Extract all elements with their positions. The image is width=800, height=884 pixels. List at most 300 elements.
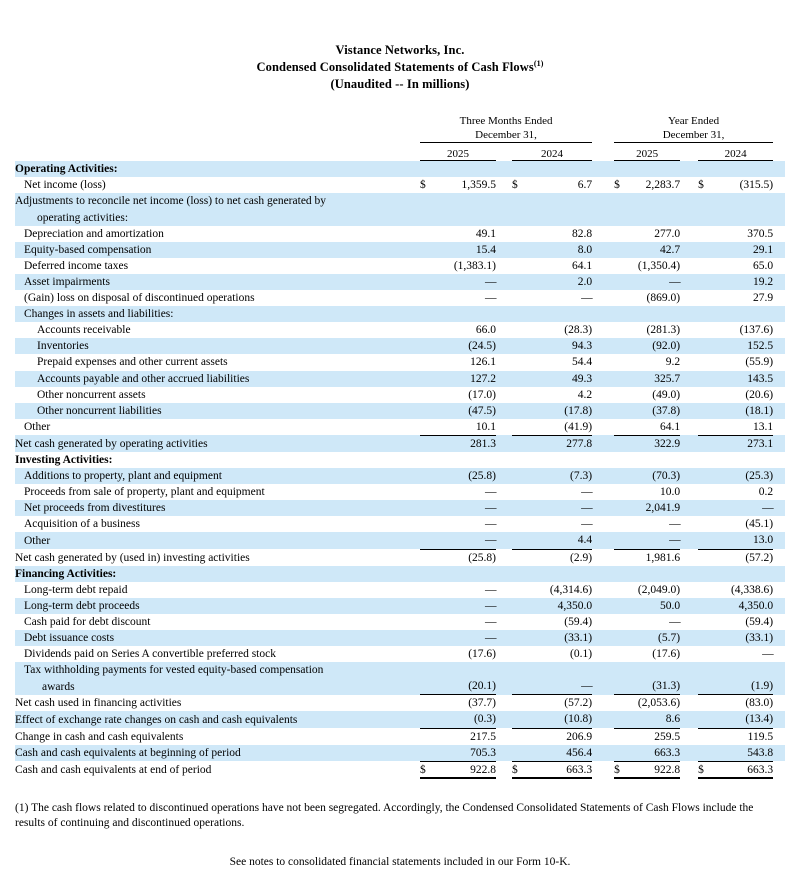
column-gap (592, 662, 614, 678)
header-group-row (15, 115, 785, 143)
value-cell: 9.2 (665, 356, 681, 369)
cash-flow-table (15, 115, 785, 779)
currency-symbol-cell-2 (614, 242, 628, 258)
column-gap (592, 274, 614, 290)
currency-symbol-cell-3 (698, 435, 712, 452)
header-year-ended (614, 115, 773, 143)
value-cell (526, 662, 592, 678)
currency-symbol-cell-2 (614, 711, 628, 728)
column-gap (592, 226, 614, 242)
currency-symbol-cell-3 (698, 484, 712, 500)
value-cell: 152.5 (747, 340, 774, 353)
value-cell (628, 193, 680, 209)
row-tail-pad (773, 177, 785, 193)
value-cell: — (485, 518, 496, 531)
table-row (15, 549, 785, 566)
row-label: Net cash generated by operating activities (15, 437, 208, 450)
column-gap (680, 338, 698, 354)
currency-symbol-cell-0 (420, 468, 434, 484)
currency-symbol-cell-0 (420, 532, 434, 549)
value-cell: (45.1) (745, 518, 774, 531)
row-label: Changes in assets and liabilities: (24, 308, 174, 321)
column-gap (680, 177, 698, 193)
value-cell: 217.5 (470, 730, 496, 743)
table-row (15, 484, 785, 500)
row-tail-pad (773, 338, 785, 354)
value-cell: 42.7 (659, 243, 681, 256)
table-row (15, 419, 785, 436)
value-cell: 1,981.6 (645, 551, 681, 564)
column-gap (680, 646, 698, 662)
currency-symbol-cell-0 (420, 484, 434, 500)
value-cell: (25.8) (468, 551, 496, 564)
table-row (15, 614, 785, 630)
value-cell: 277.8 (566, 437, 593, 450)
table-row (15, 745, 785, 762)
column-gap (592, 678, 614, 695)
footnote-1: (1) The cash flows related to discontinued operations have not been segregated. Accordingly, the Condensed Consolidated Statements of Cash Flows include the results of continuing and discontinued operations. (15, 801, 754, 830)
value-cell: (20.6) (745, 388, 774, 401)
value-cell: (1,383.1) (453, 259, 496, 272)
table-row (15, 403, 785, 419)
table-row (15, 193, 785, 209)
column-gap (680, 354, 698, 370)
currency-symbol-cell-0 (420, 290, 434, 306)
currency-symbol-cell-3 (698, 646, 712, 662)
value-cell: (17.0) (468, 388, 496, 401)
currency-symbol-cell-1 (512, 435, 526, 452)
value-cell: 543.8 (712, 745, 773, 762)
table-row (15, 371, 785, 387)
column-gap (680, 711, 698, 728)
column-gap (680, 582, 698, 598)
currency-symbol-cell-1 (512, 290, 526, 306)
column-gap (592, 500, 614, 516)
currency-symbol-cell-1 (512, 630, 526, 646)
document-title-block (15, 0, 785, 93)
currency-symbol-cell-3 (698, 354, 712, 370)
table-row (15, 662, 785, 678)
column-gap (680, 728, 698, 745)
currency-symbol-cell-3 (698, 387, 712, 403)
value-cell: 49.3 (571, 372, 593, 385)
currency-symbol-cell-1 (512, 419, 526, 436)
currency-symbol-cell-0 (420, 695, 434, 712)
currency-symbol-cell-2 (614, 468, 628, 484)
value-cell: 663.3 (712, 761, 773, 778)
column-gap (592, 646, 614, 662)
value-cell: (41.9) (526, 419, 592, 436)
currency-symbol-cell-2 (614, 258, 628, 274)
value-cell: — (581, 486, 593, 499)
value-cell: 2,041.9 (645, 502, 681, 515)
row-label: Other (24, 421, 51, 434)
row-label: Equity-based compensation (24, 243, 152, 256)
currency-symbol-cell-0 (420, 516, 434, 532)
row-label: Accounts receivable (37, 324, 131, 337)
row-tail-pad (773, 193, 785, 209)
row-label: awards (42, 680, 75, 693)
currency-symbol-cell-1: $ (512, 761, 526, 778)
currency-symbol-cell-3 (698, 500, 712, 516)
table-row (15, 646, 785, 662)
column-gap (496, 484, 512, 500)
column-gap (592, 614, 614, 630)
currency-symbol-cell-0 (420, 630, 434, 646)
row-label: Cash paid for debt discount (24, 615, 151, 628)
row-tail-pad (773, 582, 785, 598)
value-cell: 370.5 (747, 227, 774, 240)
row-tail-pad (773, 745, 785, 762)
row-label: Accounts payable and other accrued liabilities (37, 372, 250, 385)
currency-symbol-cell-1 (512, 258, 526, 274)
currency-symbol-cell-0 (420, 338, 434, 354)
column-gap (592, 695, 614, 712)
row-tail-pad (773, 354, 785, 370)
section-header-label: Financing Activities: (15, 567, 117, 580)
value-cell: (2,049.0) (637, 583, 681, 596)
value-cell: (28.3) (564, 324, 593, 337)
value-cell: (17.8) (564, 404, 593, 417)
row-label: Deferred income taxes (24, 259, 129, 272)
value-cell: 29.1 (753, 243, 774, 256)
currency-symbol-cell-3 (698, 468, 712, 484)
table-row (15, 516, 785, 532)
header-gap (592, 115, 614, 143)
row-tail-pad (773, 630, 785, 646)
value-cell: — (526, 678, 592, 695)
currency-symbol-cell-3 (698, 258, 712, 274)
value-cell: (869.0) (646, 292, 681, 305)
currency-symbol-cell-2 (614, 419, 628, 436)
currency-symbol-cell-2 (614, 500, 628, 516)
value-cell (712, 210, 773, 226)
currency-symbol-cell-3 (698, 630, 712, 646)
value-cell: 49.1 (475, 227, 496, 240)
column-gap (680, 598, 698, 614)
column-gap (592, 516, 614, 532)
currency-symbol-cell-0 (420, 614, 434, 630)
row-tail-pad (773, 161, 785, 178)
column-gap (680, 403, 698, 419)
value-cell: (281.3) (646, 324, 681, 337)
row-tail-pad (773, 468, 785, 484)
column-gap (496, 678, 512, 695)
column-gap (680, 290, 698, 306)
currency-symbol-cell-3 (698, 210, 712, 226)
currency-symbol-cell-2 (614, 387, 628, 403)
header-year-gap-2 (680, 148, 698, 161)
column-gap (680, 745, 698, 762)
row-tail-pad (773, 662, 785, 678)
currency-symbol-cell-3 (698, 419, 712, 436)
value-cell: 82.8 (571, 227, 593, 240)
row-tail-pad (773, 646, 785, 662)
column-gap (592, 177, 614, 193)
currency-symbol-cell-2 (614, 549, 628, 566)
column-gap (496, 630, 512, 646)
value-cell: 50.0 (659, 599, 681, 612)
table-row (15, 258, 785, 274)
currency-symbol-cell-3: $ (698, 761, 712, 778)
value-cell: — (628, 532, 680, 549)
column-gap (680, 484, 698, 500)
table-row (15, 387, 785, 403)
value-cell: 6.7 (577, 179, 593, 192)
currency-symbol-cell-3 (698, 516, 712, 532)
column-gap (592, 452, 614, 468)
value-cell: 663.3 (628, 745, 680, 762)
value-cell: (25.8) (468, 470, 496, 483)
column-gap (592, 532, 614, 549)
value-cell: 663.3 (526, 761, 592, 778)
row-label: Dividends paid on Series A convertible preferred stock (24, 648, 276, 661)
value-cell: 277.0 (654, 227, 681, 240)
table-row (15, 711, 785, 728)
row-label: Tax withholding payments for vested equity-based compensation (24, 664, 324, 677)
currency-symbol-cell-2 (614, 210, 628, 226)
row-tail-pad (773, 516, 785, 532)
column-gap (680, 532, 698, 549)
row-label: Other noncurrent liabilities (37, 404, 162, 417)
value-cell: 705.3 (434, 745, 496, 762)
currency-symbol-cell-3 (698, 322, 712, 338)
value-cell: (7.3) (570, 470, 593, 483)
column-gap (592, 371, 614, 387)
value-cell: (1.9) (712, 678, 773, 695)
currency-symbol-cell-1 (512, 161, 526, 178)
row-tail-pad (773, 419, 785, 436)
column-gap (680, 630, 698, 646)
value-cell: — (434, 532, 496, 549)
value-cell: 64.1 (628, 419, 680, 436)
value-cell: (0.3) (434, 711, 496, 728)
column-gap (680, 242, 698, 258)
column-gap (592, 161, 614, 178)
column-gap (496, 177, 512, 193)
value-cell: (137.6) (739, 324, 774, 337)
column-gap (496, 242, 512, 258)
column-gap (592, 338, 614, 354)
value-cell: 281.3 (470, 437, 496, 450)
currency-symbol-cell-1 (512, 371, 526, 387)
column-gap (680, 322, 698, 338)
value-cell: (33.1) (564, 632, 593, 644)
column-gap (592, 210, 614, 226)
value-cell (434, 161, 496, 178)
column-gap (680, 500, 698, 516)
value-cell: 27.9 (753, 292, 774, 305)
value-cell: (59.4) (564, 615, 593, 628)
currency-symbol-cell-0 (420, 371, 434, 387)
value-cell: 4.2 (577, 388, 593, 401)
value-cell: 126.1 (470, 356, 496, 369)
currency-symbol-cell-0 (420, 387, 434, 403)
column-gap (680, 761, 698, 778)
currency-symbol-cell-1 (512, 338, 526, 354)
column-gap (496, 695, 512, 712)
value-cell (628, 662, 680, 678)
value-cell: 10.1 (434, 419, 496, 436)
column-gap (592, 290, 614, 306)
column-gap (496, 226, 512, 242)
currency-symbol-cell-0 (420, 678, 434, 695)
row-label: Proceeds from sale of property, plant and equipment (24, 486, 265, 499)
row-label: Cash and cash equivalents at beginning of period (15, 747, 241, 760)
row-tail-pad (773, 226, 785, 242)
column-gap (496, 614, 512, 630)
row-label: Other noncurrent assets (37, 388, 146, 401)
column-gap (496, 582, 512, 598)
column-gap (496, 161, 512, 178)
currency-symbol-cell-0 (420, 306, 434, 322)
currency-symbol-cell-0 (420, 728, 434, 745)
row-tail-pad (773, 274, 785, 290)
row-label: Acquisition of a business (24, 518, 140, 531)
currency-symbol-cell-3 (698, 274, 712, 290)
currency-symbol-cell-1 (512, 532, 526, 549)
table-row (15, 761, 785, 778)
row-label: Asset impairments (24, 275, 110, 288)
value-cell: — (485, 292, 496, 305)
currency-symbol-cell-2 (614, 532, 628, 549)
header-three-months-ended (420, 115, 592, 143)
value-cell: (2.9) (570, 551, 593, 564)
currency-symbol-cell-1 (512, 226, 526, 242)
value-cell: (57.2) (564, 697, 593, 710)
currency-symbol-cell-1 (512, 322, 526, 338)
value-cell: (0.1) (570, 648, 593, 661)
value-cell: 4,350.0 (557, 599, 593, 612)
value-cell: (31.3) (628, 678, 680, 695)
header-col-year-0: 2025 (420, 148, 496, 161)
see-notes-line: See notes to consolidated financial statements included in our Form 10-K. (229, 856, 571, 869)
value-cell: (70.3) (652, 470, 681, 483)
header-year-gap-0 (496, 148, 512, 161)
column-gap (680, 210, 698, 226)
column-gap (680, 193, 698, 209)
currency-symbol-cell-2 (614, 484, 628, 500)
table-row (15, 468, 785, 484)
row-label: Net proceeds from divestitures (24, 502, 166, 515)
value-cell (434, 306, 496, 322)
column-gap (680, 468, 698, 484)
value-cell: 64.1 (571, 259, 593, 272)
column-gap (496, 500, 512, 516)
column-gap (496, 322, 512, 338)
currency-symbol-cell-2 (614, 322, 628, 338)
value-cell (712, 452, 773, 468)
currency-symbol-cell-1 (512, 516, 526, 532)
column-gap (592, 387, 614, 403)
value-cell: — (485, 486, 496, 499)
value-cell (628, 452, 680, 468)
value-cell (526, 452, 592, 468)
statement-subtitle: (Unaudited -- In millions) (330, 76, 470, 91)
currency-symbol-cell-2: $ (614, 761, 628, 778)
value-cell (526, 161, 592, 178)
value-cell: (25.3) (745, 470, 774, 483)
header-three-months-label: Three Months Ended (459, 114, 553, 127)
row-tail-pad (773, 306, 785, 322)
value-cell (628, 210, 680, 226)
footnotes-block (15, 801, 785, 871)
value-cell: 143.5 (747, 372, 774, 385)
currency-symbol-cell-2 (614, 403, 628, 419)
currency-symbol-cell-2 (614, 371, 628, 387)
currency-symbol-cell-1 (512, 210, 526, 226)
value-cell: (315.5) (739, 179, 774, 192)
header-col-year-2: 2025 (614, 148, 680, 161)
row-tail-pad (773, 322, 785, 338)
currency-symbol-cell-1 (512, 662, 526, 678)
value-cell: (17.6) (468, 648, 496, 661)
value-cell (628, 306, 680, 322)
column-gap (496, 387, 512, 403)
currency-symbol-cell-3 (698, 695, 712, 712)
header-year-date: December 31, (662, 128, 725, 141)
row-tail-pad (773, 678, 785, 695)
currency-symbol-cell-3 (698, 226, 712, 242)
column-gap (496, 711, 512, 728)
value-cell: — (485, 615, 496, 628)
value-cell: — (669, 518, 681, 531)
column-gap (496, 258, 512, 274)
currency-symbol-cell-1 (512, 646, 526, 662)
value-cell: (5.7) (658, 632, 681, 644)
column-gap (496, 468, 512, 484)
currency-symbol-cell-2 (614, 516, 628, 532)
value-cell: (83.0) (745, 697, 774, 710)
value-cell (434, 452, 496, 468)
currency-symbol-cell-2 (614, 354, 628, 370)
column-gap (496, 745, 512, 762)
row-label: operating activities: (37, 211, 129, 224)
row-label: Net cash generated by (used in) investing activities (15, 551, 250, 564)
table-row (15, 161, 785, 178)
column-gap (592, 598, 614, 614)
value-cell: 259.5 (654, 730, 681, 743)
value-cell (712, 306, 773, 322)
table-row (15, 338, 785, 354)
row-tail-pad (773, 598, 785, 614)
row-label: Net cash used in financing activities (15, 697, 182, 710)
value-cell: (37.7) (468, 697, 496, 710)
value-cell: — (581, 292, 593, 305)
currency-symbol-cell-0 (420, 226, 434, 242)
value-cell: (57.2) (745, 551, 774, 564)
value-cell (628, 566, 680, 582)
column-gap (592, 403, 614, 419)
row-label: Adjustments to reconcile net income (loss) to net cash generated by (15, 195, 327, 208)
table-row (15, 177, 785, 193)
column-gap (592, 242, 614, 258)
value-cell (526, 306, 592, 322)
row-tail-pad (773, 258, 785, 274)
currency-symbol-cell-2 (614, 614, 628, 630)
header-col-year-3: 2024 (698, 148, 773, 161)
value-cell: (92.0) (652, 340, 681, 353)
currency-symbol-cell-0 (420, 210, 434, 226)
value-cell: (18.1) (745, 404, 774, 417)
currency-symbol-cell-3 (698, 728, 712, 745)
value-cell: 2.0 (577, 275, 593, 288)
currency-symbol-cell-2 (614, 678, 628, 695)
currency-symbol-cell-1 (512, 306, 526, 322)
currency-symbol-cell-2 (614, 662, 628, 678)
table-row (15, 322, 785, 338)
column-gap (680, 274, 698, 290)
